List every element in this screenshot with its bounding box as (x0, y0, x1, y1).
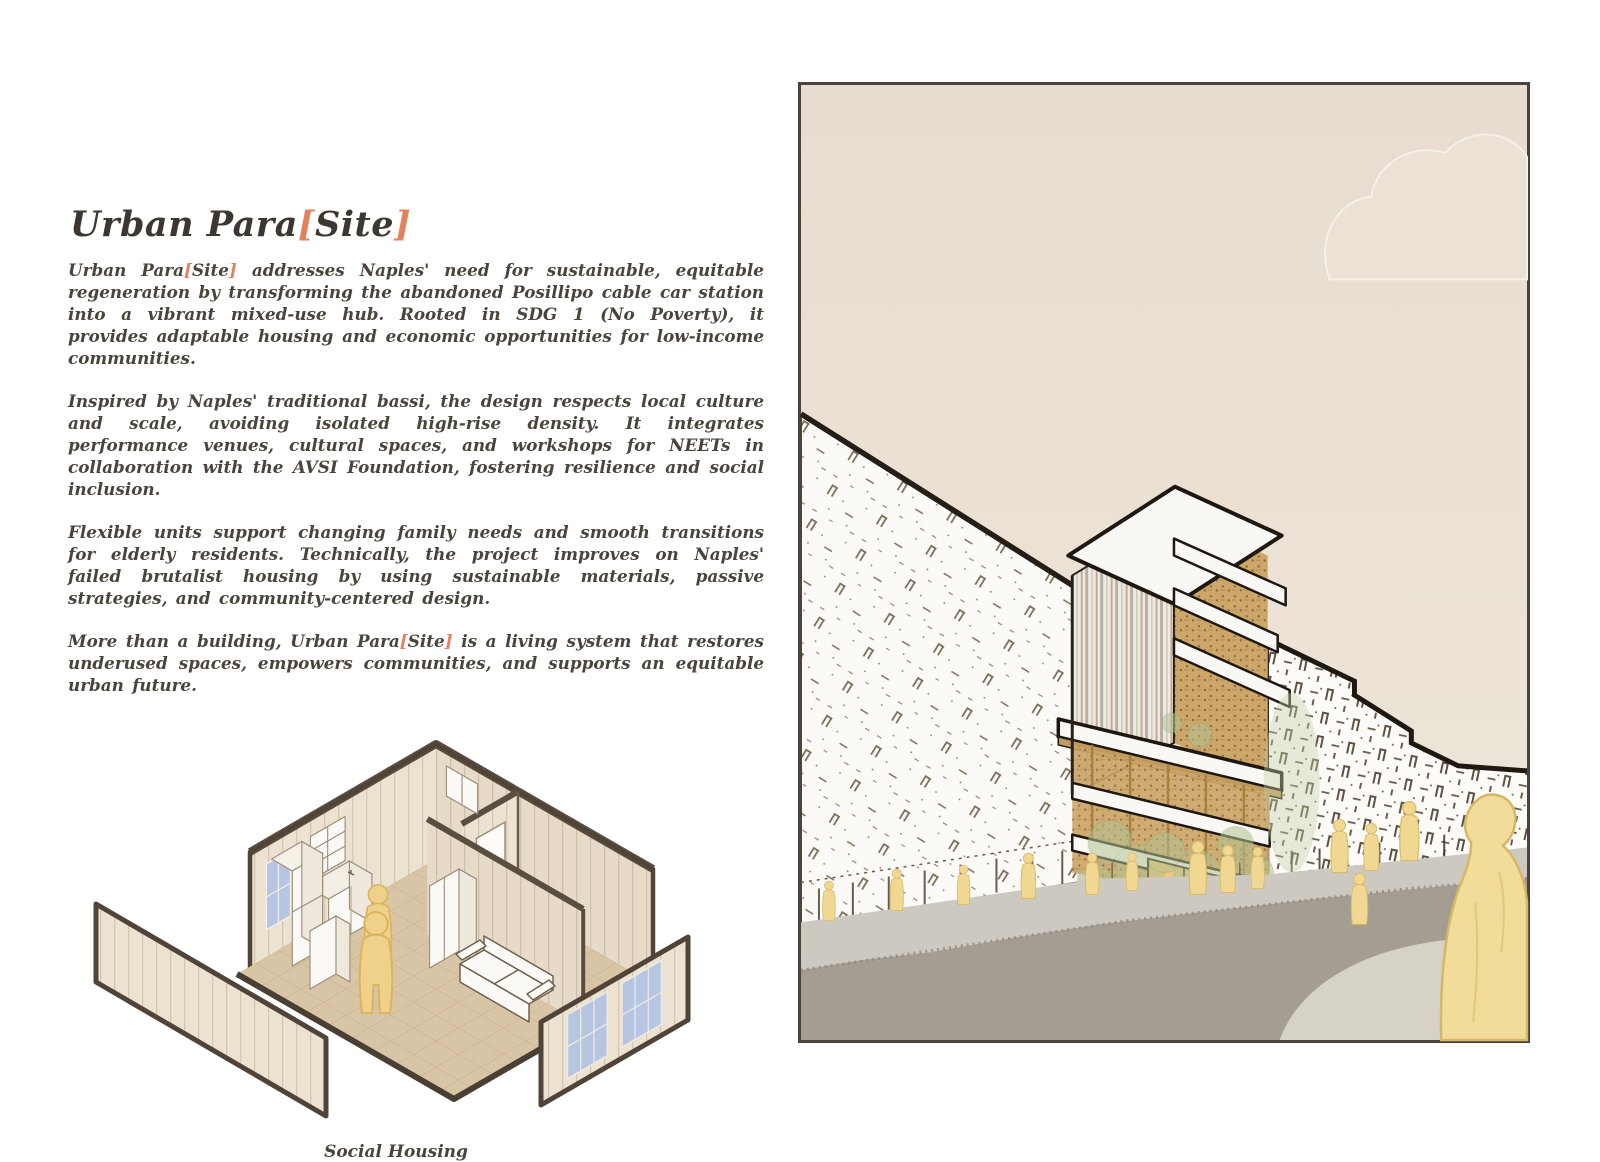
page-title: Urban Para[Site] (70, 204, 412, 245)
body-paragraph: More than a building, Urban Para[Site] is a living system that restores underused spaces, empowers communities, and supports an equitable urban future. (68, 631, 764, 695)
body-paragraph: Inspired by Naples' traditional bassi, the design respects local culture and scale, avoiding isolated high-rise density. It integrates performance venues, cultural spaces, and workshops for NEETs in collaboration with the AVSI Foundation, fostering resilience and social inclusion. (68, 391, 764, 499)
left-column (68, 0, 764, 1162)
body-paragraph: Flexible units support changing family needs and smooth transitions for elderly residents. Technically, the project improves on Naples' failed brutalist housing by using sustainable materials, passive strategies, and community-centered design. (68, 522, 764, 608)
street-view-frame (798, 82, 1530, 1043)
figure-caption: Social Housing (324, 1142, 468, 1162)
social-housing-axonometric-illustration (86, 726, 706, 1138)
social-housing-figure (86, 726, 706, 1162)
body-paragraph: Urban Para[Site] addresses Naples' need for sustainable, equitable regeneration by transforming the abandoned Posillipo cable car station into a vibrant mixed-use hub. Rooted in SDG 1 (No Poverty), it provides adaptable housing and economic opportunities for low-income communities. (68, 260, 764, 368)
street-view-illustration (801, 85, 1527, 1040)
